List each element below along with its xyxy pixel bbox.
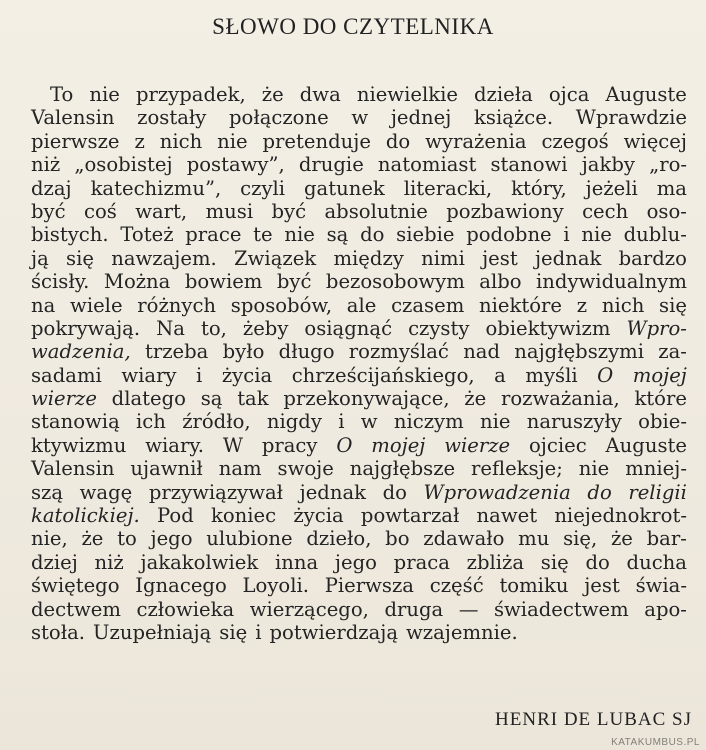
word: czasem [391, 293, 465, 317]
text-line [31, 434, 687, 457]
word: obiektywizm [485, 316, 611, 340]
word: dzieła [474, 83, 533, 106]
word: się [219, 620, 248, 644]
word: te [253, 223, 273, 247]
word: inna [275, 550, 319, 574]
word: nad [463, 340, 501, 364]
word: i [196, 363, 203, 387]
word: dublu- [623, 223, 687, 247]
text-line [31, 457, 687, 480]
word: jego [334, 550, 377, 574]
word: do [585, 550, 610, 574]
word: myśli [525, 363, 578, 387]
word: pokrywają. [31, 316, 141, 340]
word: połączone [229, 106, 329, 130]
word: Auguste [605, 433, 687, 457]
text-line [31, 247, 687, 270]
word: ma [656, 176, 687, 200]
text-line [31, 387, 687, 410]
word: praca [393, 550, 450, 574]
word: niż [31, 153, 61, 177]
text-line [31, 270, 687, 293]
word: nie [89, 83, 120, 106]
text-line [31, 83, 687, 106]
word: są [200, 387, 223, 411]
word: czyli [240, 176, 286, 200]
word: bo [385, 527, 410, 551]
word: wzajemnie. [406, 620, 518, 644]
word: wart, [135, 199, 188, 223]
word: czysty [408, 316, 470, 340]
word: nie, [31, 527, 68, 551]
word: w [351, 106, 369, 130]
word: Wpro- [626, 316, 687, 340]
word: dwa [299, 83, 341, 106]
word: „osobistej [74, 153, 173, 177]
word: a [494, 363, 506, 387]
word: z [576, 293, 588, 317]
word: nich [159, 129, 203, 153]
text-line [31, 481, 687, 504]
word: że [610, 527, 633, 551]
word: siebie [396, 223, 455, 247]
word: być [276, 270, 312, 294]
word: to, [200, 316, 227, 340]
word: jeżeli [585, 176, 638, 200]
word: wierze [31, 387, 97, 411]
word: coś [84, 199, 117, 223]
word: ktywizmu [31, 433, 127, 457]
word: Loyoli. [242, 574, 309, 598]
word: i [255, 620, 262, 644]
word: ale [346, 293, 377, 317]
word: szą [31, 480, 64, 504]
word: źródło, [182, 410, 251, 434]
word: życia [293, 504, 344, 528]
word: — [458, 597, 479, 621]
word: wierze [444, 433, 511, 457]
word: ujawnił [130, 457, 203, 481]
word: nigdy [266, 410, 322, 434]
word: się [66, 246, 94, 270]
word: człowieka [136, 597, 235, 621]
word: stanowią [31, 410, 120, 434]
word: druga [384, 597, 444, 621]
text-line [31, 106, 687, 129]
word: jednak [534, 246, 602, 270]
word: Wprowadzenia [423, 480, 571, 504]
word: być [271, 199, 307, 223]
word: są [326, 223, 349, 247]
word: nie [217, 129, 248, 153]
word: się [540, 550, 569, 574]
word: nimi [421, 246, 465, 270]
word: dzaj [31, 176, 72, 200]
word: wyrażenia [425, 129, 527, 153]
word: wiary [121, 363, 177, 387]
word: do [385, 129, 411, 153]
word: że [81, 527, 104, 551]
word: nam [218, 457, 262, 481]
word: bowiem [184, 270, 263, 294]
word: do [360, 223, 385, 247]
word: podobne [466, 223, 552, 247]
word: najgłębsze [349, 457, 456, 481]
word: najgłębszymi [514, 340, 645, 364]
word: indywidualnym [536, 270, 687, 294]
word: dlatego [111, 387, 186, 411]
word: naruszyły [526, 410, 622, 434]
word: życia [221, 363, 273, 387]
word: to [117, 527, 137, 551]
word: że [464, 387, 487, 411]
word: świadectwem [493, 597, 629, 621]
word: tomiku [499, 574, 569, 598]
word: cech [582, 199, 629, 223]
word: jest [584, 574, 620, 598]
word: ich [136, 410, 166, 434]
word: część [429, 574, 484, 598]
word: zdawało [423, 527, 505, 551]
text-line [31, 527, 687, 550]
word: niewielkie [356, 83, 458, 106]
text-line [31, 294, 687, 317]
word: między [333, 246, 404, 270]
word: Pod [157, 504, 194, 528]
word: pozbawiony [446, 199, 564, 223]
site-watermark: KATAKUMBUS.PL [611, 737, 700, 748]
word: niczym [393, 410, 464, 434]
word: Wprawdzie [575, 106, 687, 130]
word: swoje [277, 457, 334, 481]
word: przypadek, [135, 83, 246, 106]
word: sposobów, [230, 293, 333, 317]
word: musi [205, 199, 254, 223]
text-line [31, 130, 687, 153]
word: jest [482, 246, 518, 270]
word: się, [563, 527, 598, 551]
word: stoła. [31, 620, 85, 644]
text-line [31, 317, 687, 340]
word: powtarzał [360, 504, 460, 528]
word: do [587, 480, 612, 504]
word: i [563, 223, 570, 247]
word: refleksje; [471, 457, 563, 481]
text-line [31, 340, 687, 363]
word: z [134, 129, 145, 153]
text-line [31, 410, 687, 433]
word: i [338, 410, 345, 434]
word: nie [479, 410, 511, 434]
word: wiary. [145, 433, 205, 457]
word: przekonywające, [283, 387, 450, 411]
word: dectwem [31, 597, 121, 621]
word: nich [601, 293, 645, 317]
word: religii [628, 480, 687, 504]
text-line [31, 504, 687, 527]
word: jednej [390, 106, 452, 130]
text-line [31, 153, 687, 176]
word: O [336, 433, 353, 457]
text-line [31, 574, 687, 597]
word: dzieło, [306, 527, 372, 551]
word: Pierwsza [324, 574, 414, 598]
word: trzeba [144, 340, 209, 364]
word: chrześcijańskiego, [291, 363, 475, 387]
word: gatunek [304, 176, 385, 200]
word: ducha [626, 550, 687, 574]
word: nie [284, 223, 315, 247]
word: To [50, 83, 74, 106]
word: natomiast [377, 153, 477, 177]
word: długo [278, 340, 335, 364]
word: postawy”, [186, 153, 285, 177]
word: absolutnie [324, 199, 428, 223]
word: być [31, 199, 66, 223]
word: katolickiej. [31, 504, 140, 528]
author-signature: HENRI DE LUBAC SJ [495, 709, 692, 730]
word: który, [511, 176, 567, 200]
word: W [222, 433, 243, 457]
word: było [222, 340, 265, 364]
word: na [31, 293, 56, 317]
word: książce. [474, 106, 554, 130]
word: osiągnąć [304, 316, 393, 340]
word: bardzo [618, 246, 687, 270]
word: świa- [635, 574, 687, 598]
word: Valensin [31, 106, 115, 130]
word: potwierdzają [269, 620, 399, 644]
word: wadzenia, [31, 340, 131, 364]
text-line [31, 200, 687, 223]
word: więcej [623, 129, 687, 153]
word: żeby [242, 316, 289, 340]
word: mniej- [625, 457, 687, 481]
word: dziej [31, 550, 78, 574]
word: Związek [234, 246, 317, 270]
word: zostały [137, 106, 207, 130]
word: Toteż [120, 223, 174, 247]
word: nawzajem. [111, 246, 217, 270]
word: stanowi [490, 153, 568, 177]
word: katechizmu”, [90, 176, 222, 200]
word: jakby [581, 153, 635, 177]
word: które [634, 387, 687, 411]
word: „ro- [649, 153, 687, 177]
word: rozważania, [500, 387, 620, 411]
preface-body [31, 83, 687, 644]
word: zbliża [466, 550, 525, 574]
word: ją [31, 246, 49, 270]
word: albo [479, 270, 522, 294]
word: jego [150, 527, 193, 551]
word: niż [94, 550, 124, 574]
word: nawet [476, 504, 538, 528]
word: Na [156, 316, 185, 340]
word: prace [185, 223, 242, 247]
word: bezosobowym [325, 270, 465, 294]
page-title: SŁOWO DO CZYTELNIKA [212, 14, 494, 39]
word: się [659, 293, 687, 317]
word: niektóre [479, 293, 563, 317]
word: do [382, 480, 407, 504]
word: jakakolwiek [140, 550, 259, 574]
word: sadami [31, 363, 102, 387]
word: różnych [137, 293, 217, 317]
word: mojej [371, 433, 426, 457]
word: pracy [261, 433, 318, 457]
text-line [31, 177, 687, 200]
word: mojej [632, 363, 687, 387]
word: czegoś [541, 129, 609, 153]
word: świętego [31, 574, 120, 598]
word: jednak [299, 480, 367, 504]
word: mu [518, 527, 550, 551]
word: wiele [70, 293, 123, 317]
text-line [31, 551, 687, 574]
word: O [597, 363, 614, 387]
text-line [31, 223, 687, 246]
word: Uzupełniają [93, 620, 212, 644]
word: obie- [638, 410, 687, 434]
word: bistych. [31, 223, 109, 247]
word: za- [658, 340, 687, 364]
text-line [31, 621, 687, 644]
word: wagę [79, 480, 133, 504]
word: bar- [646, 527, 687, 551]
text-line [31, 364, 687, 387]
word: drugie [298, 153, 364, 177]
word: apo- [644, 597, 687, 621]
word: wierzącego, [249, 597, 369, 621]
word: ulubione [206, 527, 293, 551]
word: tak [237, 387, 269, 411]
text-line [31, 598, 687, 621]
word: oso- [646, 199, 687, 223]
word: pretenduje [262, 129, 371, 153]
word: Auguste [605, 83, 687, 106]
word: nie [581, 223, 612, 247]
word: koniec [210, 504, 277, 528]
word: niejednokrot- [554, 504, 687, 528]
word: nie [578, 457, 610, 481]
word: w [360, 410, 378, 434]
word: pierwsze [31, 129, 120, 153]
word: literacki, [403, 176, 493, 200]
word: ojca [548, 83, 590, 106]
word: ojciec [528, 433, 587, 457]
word: przywiązywał [148, 480, 284, 504]
word: Można [103, 270, 171, 294]
word: Valensin [31, 457, 115, 481]
word: że [261, 83, 284, 106]
word: ścisły. [31, 270, 90, 294]
word: Ignacego [135, 574, 227, 598]
word: rozmyślać [348, 340, 449, 364]
